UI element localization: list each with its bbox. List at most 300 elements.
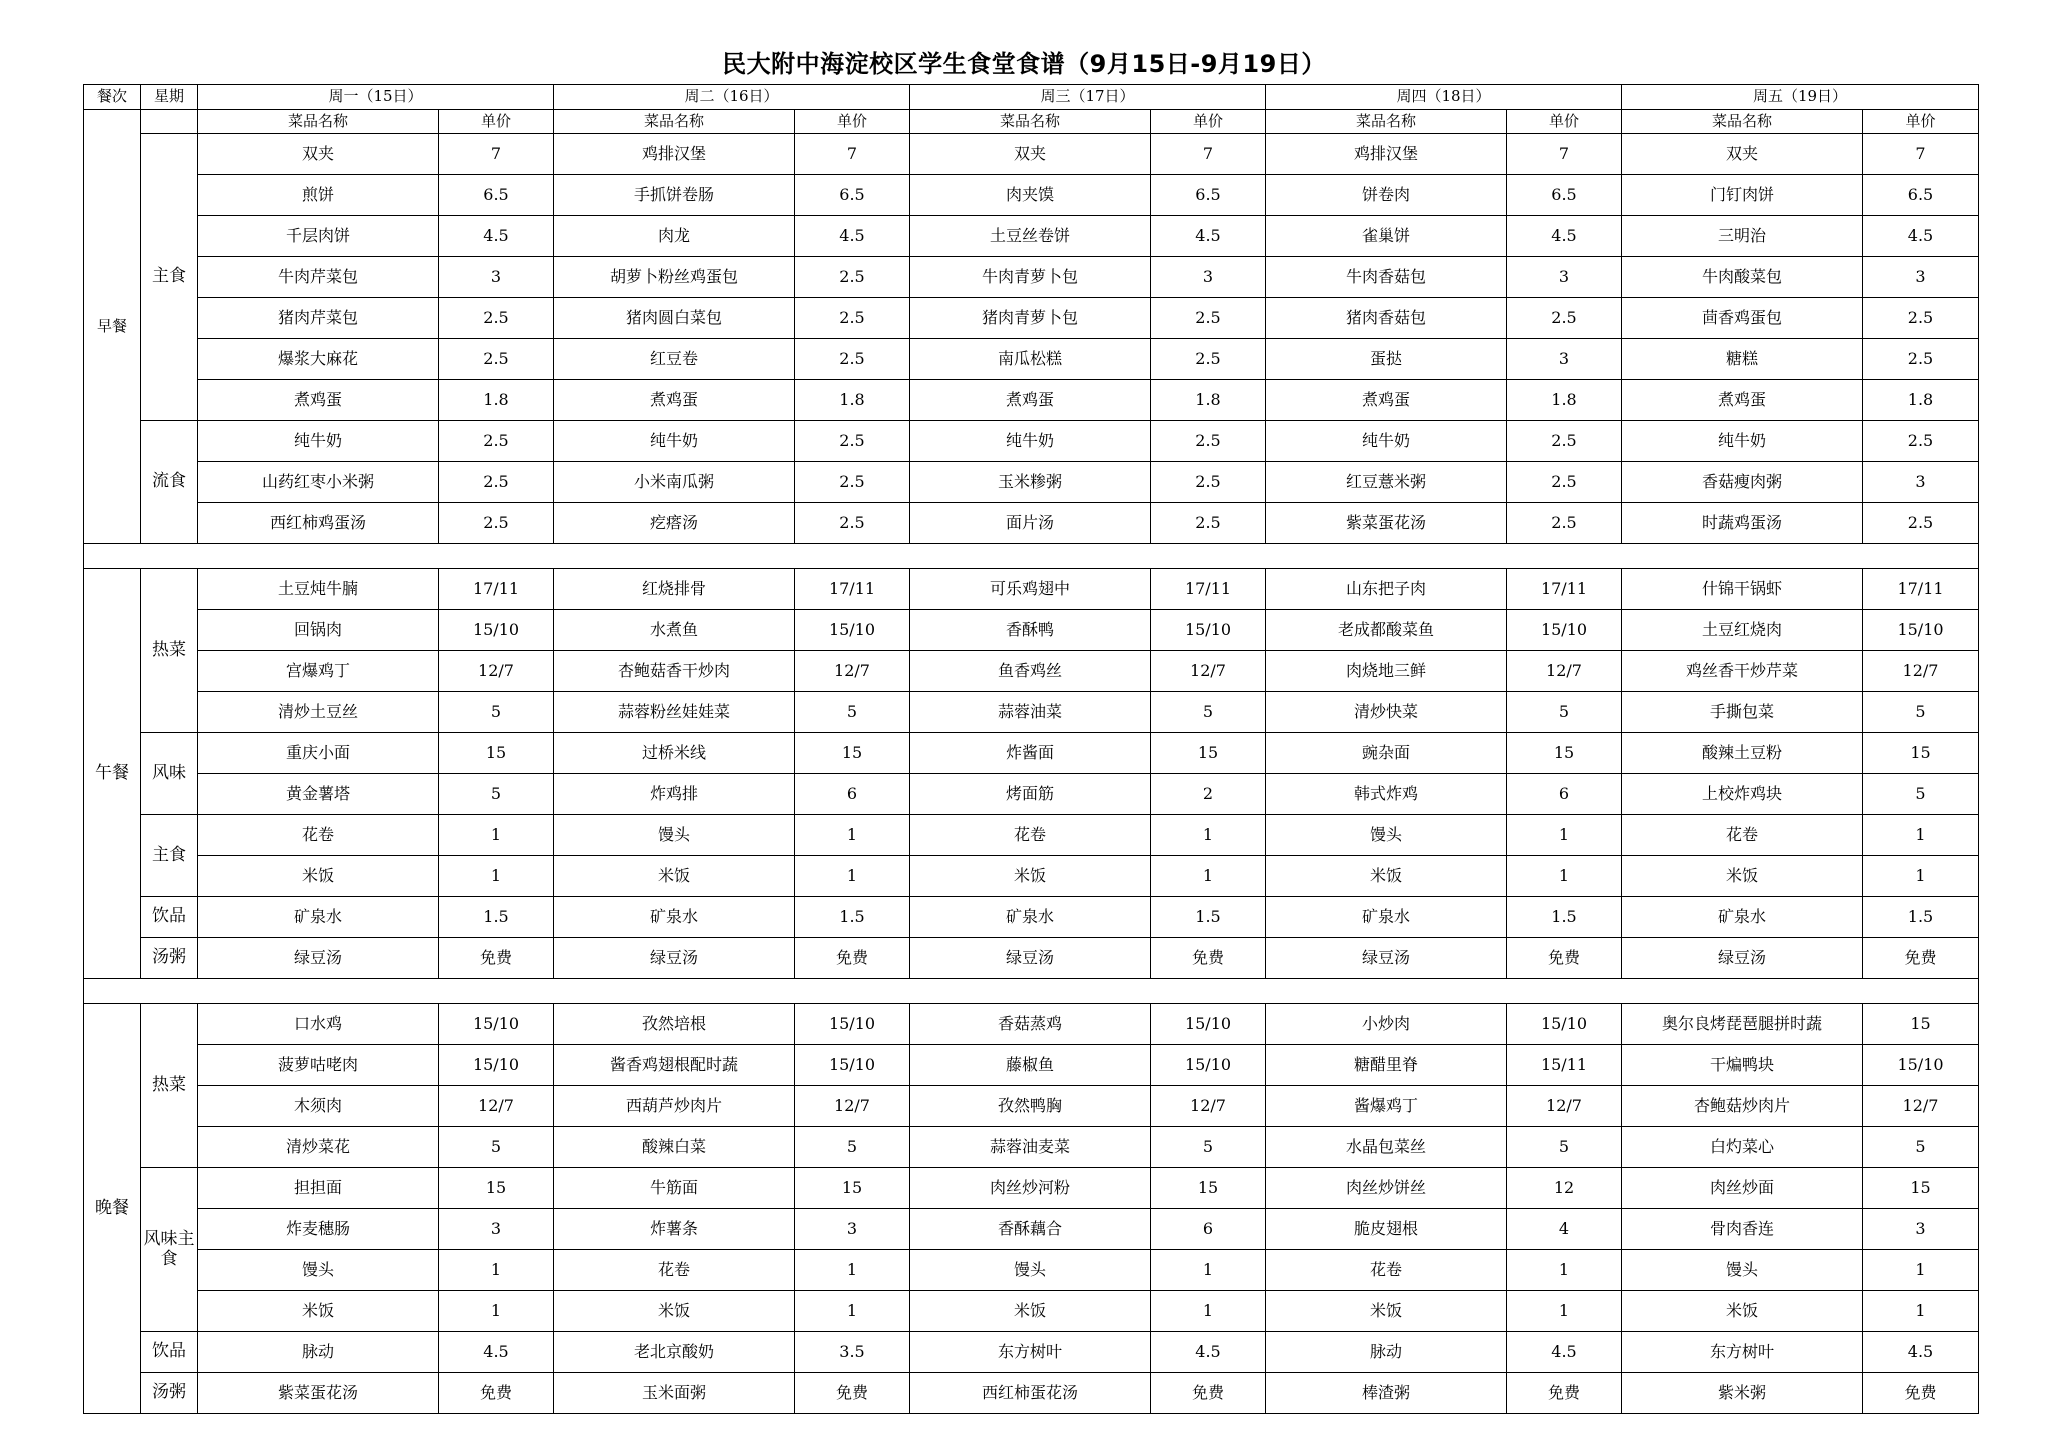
dish-price: 1.8 (1507, 380, 1622, 421)
dish-price: 3 (1507, 257, 1622, 298)
dish-price: 17/11 (1507, 569, 1622, 610)
dish-name: 矿泉水 (1266, 897, 1507, 938)
dish-price: 3 (439, 257, 554, 298)
dish-name: 纯牛奶 (198, 421, 439, 462)
dish-price: 1.8 (439, 380, 554, 421)
dish-name: 馒头 (198, 1250, 439, 1291)
dish-price: 15 (1863, 1004, 1979, 1045)
dish-name: 绿豆汤 (1622, 938, 1863, 979)
dish-name: 饼卷肉 (1266, 175, 1507, 216)
dish-name: 煮鸡蛋 (1266, 380, 1507, 421)
dish-price: 4.5 (1151, 1332, 1266, 1373)
menu-row (84, 856, 1979, 897)
dish-name: 馒头 (554, 815, 795, 856)
dish-name: 米饭 (1622, 1291, 1863, 1332)
dish-name: 老北京酸奶 (554, 1332, 795, 1373)
dish-name: 红豆薏米粥 (1266, 462, 1507, 503)
dish-name: 千层肉饼 (198, 216, 439, 257)
dish-name: 米饭 (1266, 1291, 1507, 1332)
name-column-header: 菜品名称 (198, 110, 439, 134)
menu-row (84, 339, 1979, 380)
dish-name: 糖糕 (1622, 339, 1863, 380)
dish-name: 孜然鸭胸 (910, 1086, 1151, 1127)
dish-name: 紫米粥 (1622, 1373, 1863, 1414)
dish-price: 15 (795, 733, 910, 774)
day-header-wed: 周三（17日） (910, 85, 1266, 110)
dish-name: 香菇蒸鸡 (910, 1004, 1151, 1045)
dish-price: 5 (795, 1127, 910, 1168)
dish-name: 米饭 (910, 856, 1151, 897)
dish-price: 2.5 (795, 462, 910, 503)
dish-price: 2.5 (795, 257, 910, 298)
dish-price: 2.5 (1863, 421, 1979, 462)
dish-name: 小炒肉 (1266, 1004, 1507, 1045)
dish-price: 12/7 (1507, 651, 1622, 692)
dish-name: 猪肉芹菜包 (198, 298, 439, 339)
dish-price: 15/10 (1151, 1045, 1266, 1086)
menu-row (84, 1168, 1979, 1209)
meal-column-header: 餐次 (84, 85, 141, 110)
menu-row (84, 380, 1979, 421)
dish-name: 口水鸡 (198, 1004, 439, 1045)
dish-price: 1 (795, 1291, 910, 1332)
dish-name: 孜然培根 (554, 1004, 795, 1045)
dish-price: 2.5 (1863, 503, 1979, 544)
dish-name: 绿豆汤 (554, 938, 795, 979)
dish-name: 土豆红烧肉 (1622, 610, 1863, 651)
dish-name: 脉动 (1266, 1332, 1507, 1373)
dish-price: 免费 (439, 1373, 554, 1414)
dish-name: 馒头 (1266, 815, 1507, 856)
dish-price: 3 (1863, 257, 1979, 298)
dish-name: 东方树叶 (910, 1332, 1151, 1373)
dish-price: 2.5 (439, 339, 554, 380)
dish-price: 免费 (1507, 1373, 1622, 1414)
dish-price: 15 (1507, 733, 1622, 774)
dish-name: 酱香鸡翅根配时蔬 (554, 1045, 795, 1086)
dish-price: 15/10 (1507, 610, 1622, 651)
dish-name: 香酥藕合 (910, 1209, 1151, 1250)
dish-price: 12/7 (1151, 651, 1266, 692)
dish-price: 1 (1863, 856, 1979, 897)
dish-name: 烤面筋 (910, 774, 1151, 815)
dish-price: 6 (795, 774, 910, 815)
dish-price: 15/10 (795, 1004, 910, 1045)
name-column-header: 菜品名称 (910, 110, 1151, 134)
dish-name: 米饭 (198, 1291, 439, 1332)
menu-row (84, 938, 1979, 979)
dish-name: 雀巢饼 (1266, 216, 1507, 257)
dish-name: 米饭 (1266, 856, 1507, 897)
menu-row (84, 421, 1979, 462)
dish-price: 2.5 (1863, 339, 1979, 380)
meal-label: 早餐 (84, 110, 141, 544)
category-label: 饮品 (141, 897, 198, 938)
menu-row (84, 1250, 1979, 1291)
dish-name: 疙瘩汤 (554, 503, 795, 544)
dish-price: 2.5 (439, 503, 554, 544)
page-title: 民大附中海淀校区学生食堂食谱（9月15日-9月19日） (722, 50, 1326, 78)
menu-row (84, 462, 1979, 503)
menu-row (84, 774, 1979, 815)
dish-name: 肉丝炒饼丝 (1266, 1168, 1507, 1209)
dish-price: 12/7 (1863, 1086, 1979, 1127)
dish-price: 2.5 (439, 421, 554, 462)
dish-price: 7 (439, 134, 554, 175)
menu-row (84, 1004, 1979, 1045)
dish-name: 山东把子肉 (1266, 569, 1507, 610)
dish-name: 宫爆鸡丁 (198, 651, 439, 692)
dish-name: 米饭 (910, 1291, 1151, 1332)
category-label: 饮品 (141, 1332, 198, 1373)
dish-price: 5 (439, 1127, 554, 1168)
dish-name: 绿豆汤 (910, 938, 1151, 979)
dish-name: 炸酱面 (910, 733, 1151, 774)
dish-price: 1.5 (1507, 897, 1622, 938)
dish-name: 面片汤 (910, 503, 1151, 544)
dish-price: 15/10 (439, 1004, 554, 1045)
dish-name: 清炒快菜 (1266, 692, 1507, 733)
dish-name: 猪肉青萝卜包 (910, 298, 1151, 339)
menu-table (83, 84, 1979, 1414)
dish-price: 15 (1151, 1168, 1266, 1209)
dish-name: 山药红枣小米粥 (198, 462, 439, 503)
dish-name: 重庆小面 (198, 733, 439, 774)
dish-price: 1 (1151, 856, 1266, 897)
dish-price: 1 (1863, 1291, 1979, 1332)
dish-price: 4 (1507, 1209, 1622, 1250)
dish-price: 1.5 (1863, 897, 1979, 938)
dish-name: 杏鲍菇香干炒肉 (554, 651, 795, 692)
dish-name: 手抓饼卷肠 (554, 175, 795, 216)
dish-name: 蒜蓉油菜 (910, 692, 1151, 733)
dish-price: 1.5 (439, 897, 554, 938)
dish-price: 6.5 (1151, 175, 1266, 216)
name-column-header: 菜品名称 (1266, 110, 1507, 134)
dish-name: 煮鸡蛋 (910, 380, 1151, 421)
menu-row (84, 1209, 1979, 1250)
dish-name: 矿泉水 (1622, 897, 1863, 938)
dish-price: 6.5 (1863, 175, 1979, 216)
menu-row (84, 298, 1979, 339)
dish-name: 纯牛奶 (1622, 421, 1863, 462)
dish-price: 15/10 (1863, 1045, 1979, 1086)
dish-name: 肉烧地三鲜 (1266, 651, 1507, 692)
dish-name: 棒渣粥 (1266, 1373, 1507, 1414)
dish-price: 5 (1507, 692, 1622, 733)
dish-name: 时蔬鸡蛋汤 (1622, 503, 1863, 544)
dish-price: 4.5 (1507, 1332, 1622, 1373)
dish-price: 免费 (795, 1373, 910, 1414)
spacer-cell (84, 979, 1979, 1004)
menu-row (84, 815, 1979, 856)
dish-name: 肉丝炒面 (1622, 1168, 1863, 1209)
dish-name: 绿豆汤 (1266, 938, 1507, 979)
dish-name: 肉龙 (554, 216, 795, 257)
menu-row (84, 1291, 1979, 1332)
menu-row (84, 216, 1979, 257)
dish-price: 15/10 (1151, 1004, 1266, 1045)
dish-price: 1 (1507, 856, 1622, 897)
dish-name: 矿泉水 (910, 897, 1151, 938)
menu-row (84, 897, 1979, 938)
dish-name: 豌杂面 (1266, 733, 1507, 774)
dish-price: 6 (1507, 774, 1622, 815)
dish-name: 肉丝炒河粉 (910, 1168, 1151, 1209)
dish-name: 矿泉水 (554, 897, 795, 938)
dish-name: 煮鸡蛋 (554, 380, 795, 421)
dish-name: 清炒菜花 (198, 1127, 439, 1168)
dish-price: 2.5 (1151, 339, 1266, 380)
dish-price: 1 (439, 815, 554, 856)
dish-price: 2.5 (1151, 298, 1266, 339)
day-header-tue: 周二（16日） (554, 85, 910, 110)
dish-price: 2.5 (439, 462, 554, 503)
dish-price: 1 (1863, 1250, 1979, 1291)
dish-name: 什锦干锅虾 (1622, 569, 1863, 610)
dish-name: 脆皮翅根 (1266, 1209, 1507, 1250)
dish-name: 紫菜蛋花汤 (1266, 503, 1507, 544)
dish-price: 3 (795, 1209, 910, 1250)
dish-price: 6.5 (1507, 175, 1622, 216)
dish-price: 2 (1151, 774, 1266, 815)
menu-row (84, 134, 1979, 175)
menu-row (84, 651, 1979, 692)
dish-price: 12/7 (1507, 1086, 1622, 1127)
menu-row (84, 1045, 1979, 1086)
menu-row (84, 1127, 1979, 1168)
dish-name: 鱼香鸡丝 (910, 651, 1151, 692)
dish-name: 牛筋面 (554, 1168, 795, 1209)
dish-name: 米饭 (554, 1291, 795, 1332)
dish-price: 1 (439, 1250, 554, 1291)
dish-name: 黄金薯塔 (198, 774, 439, 815)
header-row-days (84, 85, 1979, 110)
dish-name: 担担面 (198, 1168, 439, 1209)
dish-price: 12/7 (1863, 651, 1979, 692)
dish-name: 炸薯条 (554, 1209, 795, 1250)
dish-name: 三明治 (1622, 216, 1863, 257)
day-header-fri: 周五（19日） (1622, 85, 1979, 110)
dish-price: 15/11 (1507, 1045, 1622, 1086)
dish-price: 15 (1863, 1168, 1979, 1209)
dish-name: 干煸鸭块 (1622, 1045, 1863, 1086)
dish-price: 5 (439, 692, 554, 733)
category-label: 汤粥 (141, 938, 198, 979)
dish-name: 老成都酸菜鱼 (1266, 610, 1507, 651)
menu-row (84, 257, 1979, 298)
dish-name: 矿泉水 (198, 897, 439, 938)
dish-price: 5 (1863, 774, 1979, 815)
dish-price: 5 (795, 692, 910, 733)
dish-price: 15/10 (439, 1045, 554, 1086)
day-column-header: 星期 (141, 85, 198, 110)
dish-price: 1.8 (1863, 380, 1979, 421)
dish-price: 12/7 (795, 651, 910, 692)
dish-price: 4.5 (795, 216, 910, 257)
day-header-mon: 周一（15日） (198, 85, 554, 110)
dish-price: 17/11 (795, 569, 910, 610)
menu-row (84, 1373, 1979, 1414)
dish-price: 7 (1863, 134, 1979, 175)
dish-price: 4.5 (1863, 216, 1979, 257)
dish-name: 煮鸡蛋 (198, 380, 439, 421)
dish-name: 清炒土豆丝 (198, 692, 439, 733)
dish-name: 纯牛奶 (554, 421, 795, 462)
dish-price: 3 (1151, 257, 1266, 298)
dish-name: 白灼菜心 (1622, 1127, 1863, 1168)
dish-name: 纯牛奶 (1266, 421, 1507, 462)
dish-name: 玉米面粥 (554, 1373, 795, 1414)
dish-name: 煎饼 (198, 175, 439, 216)
category-label: 风味主食 (141, 1168, 198, 1332)
dish-name: 茴香鸡蛋包 (1622, 298, 1863, 339)
dish-name: 酸辣土豆粉 (1622, 733, 1863, 774)
dish-price: 3 (1863, 462, 1979, 503)
dish-price: 15 (795, 1168, 910, 1209)
meal-label: 晚餐 (84, 1004, 141, 1414)
category-label: 主食 (141, 134, 198, 421)
dish-name: 木须肉 (198, 1086, 439, 1127)
dish-price: 12/7 (439, 1086, 554, 1127)
dish-name: 蒜蓉粉丝娃娃菜 (554, 692, 795, 733)
dish-name: 纯牛奶 (910, 421, 1151, 462)
dish-name: 糖醋里脊 (1266, 1045, 1507, 1086)
dish-name: 西红柿蛋花汤 (910, 1373, 1151, 1414)
dish-name: 花卷 (554, 1250, 795, 1291)
dish-price: 5 (1863, 1127, 1979, 1168)
dish-price: 免费 (1507, 938, 1622, 979)
category-label: 风味 (141, 733, 198, 815)
category-label: 热菜 (141, 569, 198, 733)
dish-price: 12/7 (1151, 1086, 1266, 1127)
dish-price: 15/10 (1151, 610, 1266, 651)
menu-row (84, 569, 1979, 610)
dish-name: 上校炸鸡块 (1622, 774, 1863, 815)
dish-price: 1 (795, 1250, 910, 1291)
dish-name: 西葫芦炒肉片 (554, 1086, 795, 1127)
dish-price: 17/11 (1863, 569, 1979, 610)
category-label: 主食 (141, 815, 198, 897)
category-blank (141, 110, 198, 134)
dish-name: 香酥鸭 (910, 610, 1151, 651)
menu-row (84, 692, 1979, 733)
dish-price: 7 (1507, 134, 1622, 175)
dish-price: 2.5 (795, 298, 910, 339)
dish-name: 米饭 (198, 856, 439, 897)
dish-name: 杏鲍菇炒肉片 (1622, 1086, 1863, 1127)
dish-price: 2.5 (795, 503, 910, 544)
dish-name: 土豆炖牛腩 (198, 569, 439, 610)
dish-name: 小米南瓜粥 (554, 462, 795, 503)
dish-price: 2.5 (795, 339, 910, 380)
dish-name: 胡萝卜粉丝鸡蛋包 (554, 257, 795, 298)
dish-name: 米饭 (1622, 856, 1863, 897)
dish-price: 17/11 (439, 569, 554, 610)
dish-price: 3 (1507, 339, 1622, 380)
dish-name: 南瓜松糕 (910, 339, 1151, 380)
dish-price: 15/10 (1507, 1004, 1622, 1045)
dish-price: 4.5 (439, 216, 554, 257)
price-column-header: 单价 (1151, 110, 1266, 134)
dish-price: 1 (439, 1291, 554, 1332)
dish-name: 红烧排骨 (554, 569, 795, 610)
dish-price: 1 (1151, 1291, 1266, 1332)
dish-price: 3.5 (795, 1332, 910, 1373)
dish-price: 1 (795, 815, 910, 856)
day-header-thu: 周四（18日） (1266, 85, 1622, 110)
dish-name: 馒头 (1622, 1250, 1863, 1291)
dish-price: 免费 (1151, 938, 1266, 979)
dish-price: 15 (439, 1168, 554, 1209)
dish-name: 炸麦穗肠 (198, 1209, 439, 1250)
section-spacer (84, 979, 1979, 1004)
dish-price: 5 (1151, 1127, 1266, 1168)
dish-price: 免费 (1151, 1373, 1266, 1414)
dish-price: 免费 (1863, 938, 1979, 979)
dish-price: 4.5 (1863, 1332, 1979, 1373)
dish-name: 双夹 (198, 134, 439, 175)
dish-name: 水煮鱼 (554, 610, 795, 651)
dish-price: 5 (1151, 692, 1266, 733)
dish-name: 馒头 (910, 1250, 1151, 1291)
category-label: 热菜 (141, 1004, 198, 1168)
price-column-header: 单价 (439, 110, 554, 134)
dish-price: 免费 (795, 938, 910, 979)
dish-price: 1 (795, 856, 910, 897)
dish-price: 6.5 (439, 175, 554, 216)
dish-name: 炸鸡排 (554, 774, 795, 815)
dish-price: 5 (1863, 692, 1979, 733)
dish-price: 4.5 (439, 1332, 554, 1373)
dish-name: 东方树叶 (1622, 1332, 1863, 1373)
dish-price: 2.5 (795, 421, 910, 462)
dish-price: 1 (439, 856, 554, 897)
dish-name: 脉动 (198, 1332, 439, 1373)
dish-price: 2.5 (1151, 421, 1266, 462)
dish-price: 1 (1151, 815, 1266, 856)
dish-name: 花卷 (910, 815, 1151, 856)
dish-name: 双夹 (910, 134, 1151, 175)
dish-price: 4.5 (1151, 216, 1266, 257)
dish-price: 4.5 (1507, 216, 1622, 257)
dish-price: 15/10 (1863, 610, 1979, 651)
dish-name: 猪肉圆白菜包 (554, 298, 795, 339)
dish-name: 绿豆汤 (198, 938, 439, 979)
dish-price: 1.5 (795, 897, 910, 938)
dish-name: 红豆卷 (554, 339, 795, 380)
dish-price: 1 (1863, 815, 1979, 856)
dish-name: 牛肉青萝卜包 (910, 257, 1151, 298)
dish-name: 过桥米线 (554, 733, 795, 774)
menu-row (84, 610, 1979, 651)
dish-name: 鸡丝香干炒芹菜 (1622, 651, 1863, 692)
dish-price: 3 (1863, 1209, 1979, 1250)
dish-price: 5 (439, 774, 554, 815)
dish-name: 煮鸡蛋 (1622, 380, 1863, 421)
dish-name: 酱爆鸡丁 (1266, 1086, 1507, 1127)
dish-name: 蒜蓉油麦菜 (910, 1127, 1151, 1168)
dish-price: 1 (1507, 1250, 1622, 1291)
dish-price: 2.5 (1863, 298, 1979, 339)
dish-price: 5 (1507, 1127, 1622, 1168)
section-spacer (84, 544, 1979, 569)
dish-name: 猪肉香菇包 (1266, 298, 1507, 339)
menu-row (84, 1332, 1979, 1373)
dish-name: 西红柿鸡蛋汤 (198, 503, 439, 544)
dish-name: 回锅肉 (198, 610, 439, 651)
category-label: 流食 (141, 421, 198, 544)
